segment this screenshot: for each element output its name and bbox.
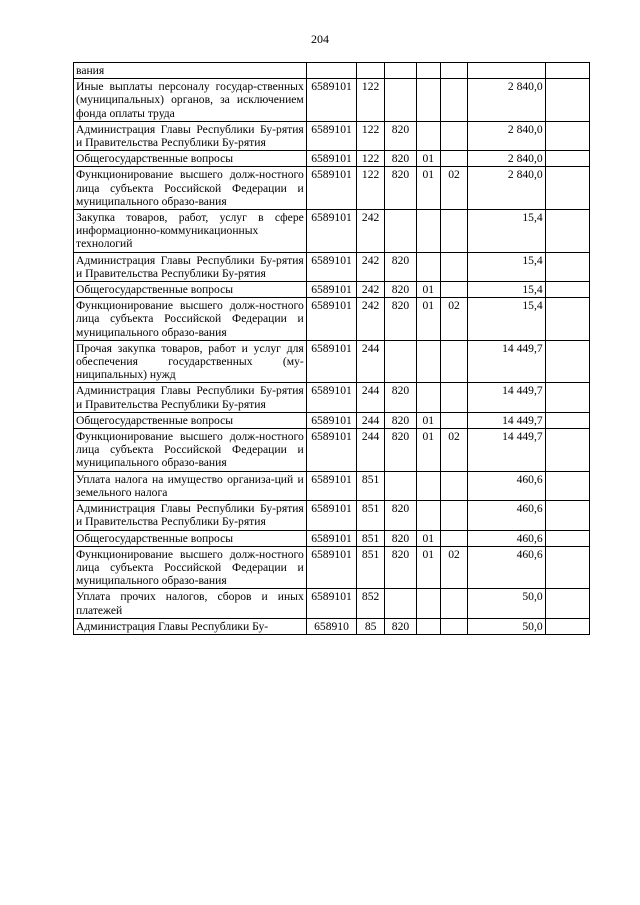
target-article-cell: 6589101	[306, 252, 356, 281]
subsection-code-cell	[440, 501, 468, 530]
row-name-cell: Функционирование высшего долж-ностного лица субъекта Российской Федерации и муниципального образо-вания	[74, 546, 307, 589]
row-name-cell: Уплата прочих налогов, сборов и иных платежей	[74, 589, 307, 618]
row-name-cell: Общегосударственные вопросы	[74, 151, 307, 167]
amount-cell: 50,0	[468, 618, 545, 634]
section-code-cell	[416, 340, 440, 383]
table-row	[74, 546, 590, 589]
expense-type-cell	[357, 63, 385, 79]
expense-type-cell: 242	[357, 282, 385, 298]
page-number: 204	[311, 32, 329, 46]
row-name-cell: Общегосударственные вопросы	[74, 412, 307, 428]
section-code-cell: 01	[416, 429, 440, 472]
subsection-code-cell: 02	[440, 546, 468, 589]
row-name-cell: Администрация Главы Республики Бу-рятия и Правительства Республики Бу-рятия	[74, 121, 307, 150]
expense-type-cell: 244	[357, 412, 385, 428]
target-article-cell: 6589101	[306, 471, 356, 500]
row-name-cell: Прочая закупка товаров, работ и услуг для обеспечения государственных (му-ниципальных) нужд	[74, 340, 307, 383]
empty-cell	[545, 589, 589, 618]
empty-cell	[545, 383, 589, 412]
department-code-cell: 820	[385, 121, 417, 150]
row-name-cell: Уплата налога на имущество организа-ций и земельного налога	[74, 471, 307, 500]
table-row	[74, 167, 590, 210]
subsection-code-cell	[440, 471, 468, 500]
expense-type-cell: 242	[357, 210, 385, 253]
target-article-cell: 6589101	[306, 167, 356, 210]
section-code-cell: 01	[416, 546, 440, 589]
empty-cell	[545, 79, 589, 122]
subsection-code-cell	[440, 63, 468, 79]
subsection-code-cell	[440, 121, 468, 150]
section-code-cell	[416, 63, 440, 79]
department-code-cell: 820	[385, 151, 417, 167]
section-code-cell: 01	[416, 412, 440, 428]
department-code-cell: 820	[385, 429, 417, 472]
target-article-cell: 6589101	[306, 121, 356, 150]
department-code-cell: 820	[385, 383, 417, 412]
amount-cell	[468, 63, 545, 79]
table-row	[74, 340, 590, 383]
table-row	[74, 501, 590, 530]
target-article-cell: 6589101	[306, 282, 356, 298]
empty-cell	[545, 121, 589, 150]
amount-cell: 50,0	[468, 589, 545, 618]
amount-cell: 14 449,7	[468, 383, 545, 412]
target-article-cell: 6589101	[306, 151, 356, 167]
expense-type-cell: 851	[357, 471, 385, 500]
amount-cell: 15,4	[468, 210, 545, 253]
row-name-cell: Администрация Главы Республики Бу-рятия и Правительства Республики Бу-рятия	[74, 383, 307, 412]
expense-type-cell: 242	[357, 298, 385, 341]
target-article-cell: 6589101	[306, 210, 356, 253]
amount-cell: 14 449,7	[468, 340, 545, 383]
row-name-cell: Администрация Главы Республики Бу-рятия и Правительства Республики Бу-рятия	[74, 501, 307, 530]
subsection-code-cell	[440, 252, 468, 281]
section-code-cell	[416, 471, 440, 500]
section-code-cell	[416, 210, 440, 253]
table-row	[74, 471, 590, 500]
department-code-cell: 820	[385, 252, 417, 281]
amount-cell: 460,6	[468, 546, 545, 589]
target-article-cell: 6589101	[306, 429, 356, 472]
amount-cell: 14 449,7	[468, 412, 545, 428]
expense-type-cell: 122	[357, 151, 385, 167]
empty-cell	[545, 501, 589, 530]
subsection-code-cell	[440, 210, 468, 253]
section-code-cell	[416, 501, 440, 530]
row-name-cell: Администрация Главы Республики Бу-	[74, 618, 307, 634]
section-code-cell: 01	[416, 298, 440, 341]
expense-type-cell: 85	[357, 618, 385, 634]
empty-cell	[545, 530, 589, 546]
expense-type-cell: 122	[357, 167, 385, 210]
target-article-cell: 658910	[306, 618, 356, 634]
expense-type-cell: 244	[357, 340, 385, 383]
amount-cell: 2 840,0	[468, 121, 545, 150]
table-row	[74, 412, 590, 428]
section-code-cell	[416, 79, 440, 122]
empty-cell	[545, 429, 589, 472]
expense-type-cell: 242	[357, 252, 385, 281]
budget-table-body	[74, 63, 590, 635]
target-article-cell: 6589101	[306, 298, 356, 341]
subsection-code-cell	[440, 589, 468, 618]
department-code-cell	[385, 210, 417, 253]
target-article-cell: 6589101	[306, 546, 356, 589]
amount-cell: 460,6	[468, 471, 545, 500]
subsection-code-cell	[440, 530, 468, 546]
department-code-cell: 820	[385, 546, 417, 589]
empty-cell	[545, 252, 589, 281]
department-code-cell: 820	[385, 282, 417, 298]
section-code-cell: 01	[416, 282, 440, 298]
section-code-cell	[416, 618, 440, 634]
department-code-cell	[385, 471, 417, 500]
table-row	[74, 121, 590, 150]
empty-cell	[545, 298, 589, 341]
row-name-cell: Закупка товаров, работ, услуг в сфере информационно-коммуникационных технологий	[74, 210, 307, 253]
expense-type-cell: 122	[357, 79, 385, 122]
expense-type-cell: 122	[357, 121, 385, 150]
row-name-cell: Иные выплаты персоналу государ-ственных (муниципальных) органов, за исключением фонда оплаты труда	[74, 79, 307, 122]
target-article-cell: 6589101	[306, 589, 356, 618]
target-article-cell: 6589101	[306, 530, 356, 546]
department-code-cell: 820	[385, 530, 417, 546]
section-code-cell	[416, 252, 440, 281]
department-code-cell	[385, 63, 417, 79]
expense-type-cell: 851	[357, 530, 385, 546]
table-row	[74, 618, 590, 634]
expense-type-cell: 851	[357, 501, 385, 530]
section-code-cell: 01	[416, 530, 440, 546]
subsection-code-cell	[440, 618, 468, 634]
expense-type-cell: 852	[357, 589, 385, 618]
section-code-cell	[416, 383, 440, 412]
department-code-cell: 820	[385, 298, 417, 341]
subsection-code-cell	[440, 340, 468, 383]
amount-cell: 460,6	[468, 501, 545, 530]
department-code-cell: 820	[385, 501, 417, 530]
empty-cell	[545, 151, 589, 167]
department-code-cell	[385, 340, 417, 383]
budget-table	[73, 62, 590, 635]
empty-cell	[545, 63, 589, 79]
empty-cell	[545, 167, 589, 210]
subsection-code-cell	[440, 79, 468, 122]
target-article-cell	[306, 63, 356, 79]
table-row	[74, 530, 590, 546]
subsection-code-cell	[440, 383, 468, 412]
table-row	[74, 383, 590, 412]
subsection-code-cell	[440, 151, 468, 167]
table-row	[74, 429, 590, 472]
amount-cell: 2 840,0	[468, 79, 545, 122]
section-code-cell	[416, 121, 440, 150]
table-row	[74, 298, 590, 341]
amount-cell: 15,4	[468, 298, 545, 341]
amount-cell: 460,6	[468, 530, 545, 546]
row-name-cell: Функционирование высшего долж-ностного лица субъекта Российской Федерации и муниципального образо-вания	[74, 298, 307, 341]
empty-cell	[545, 340, 589, 383]
subsection-code-cell	[440, 412, 468, 428]
target-article-cell: 6589101	[306, 383, 356, 412]
expense-type-cell: 244	[357, 429, 385, 472]
department-code-cell	[385, 589, 417, 618]
amount-cell: 2 840,0	[468, 151, 545, 167]
empty-cell	[545, 210, 589, 253]
department-code-cell: 820	[385, 412, 417, 428]
target-article-cell: 6589101	[306, 501, 356, 530]
target-article-cell: 6589101	[306, 79, 356, 122]
amount-cell: 2 840,0	[468, 167, 545, 210]
table-row	[74, 589, 590, 618]
section-code-cell: 01	[416, 151, 440, 167]
table-row	[74, 63, 590, 79]
empty-cell	[545, 618, 589, 634]
empty-cell	[545, 412, 589, 428]
table-row	[74, 210, 590, 253]
section-code-cell	[416, 589, 440, 618]
subsection-code-cell: 02	[440, 298, 468, 341]
empty-cell	[545, 282, 589, 298]
empty-cell	[545, 546, 589, 589]
subsection-code-cell: 02	[440, 429, 468, 472]
expense-type-cell: 244	[357, 383, 385, 412]
table-row	[74, 151, 590, 167]
table-row	[74, 282, 590, 298]
department-code-cell	[385, 79, 417, 122]
subsection-code-cell	[440, 282, 468, 298]
row-name-cell: Общегосударственные вопросы	[74, 282, 307, 298]
department-code-cell: 820	[385, 618, 417, 634]
target-article-cell: 6589101	[306, 412, 356, 428]
expense-type-cell: 851	[357, 546, 385, 589]
row-name-cell: Общегосударственные вопросы	[74, 530, 307, 546]
amount-cell: 15,4	[468, 252, 545, 281]
row-name-cell: Функционирование высшего долж-ностного лица субъекта Российской Федерации и муниципального образо-вания	[74, 167, 307, 210]
subsection-code-cell: 02	[440, 167, 468, 210]
department-code-cell: 820	[385, 167, 417, 210]
row-name-cell: Функционирование высшего долж-ностного лица субъекта Российской Федерации и муниципального образо-вания	[74, 429, 307, 472]
empty-cell	[545, 471, 589, 500]
amount-cell: 15,4	[468, 282, 545, 298]
section-code-cell: 01	[416, 167, 440, 210]
table-row	[74, 252, 590, 281]
target-article-cell: 6589101	[306, 340, 356, 383]
row-name-cell: Администрация Главы Республики Бу-рятия и Правительства Республики Бу-рятия	[74, 252, 307, 281]
amount-cell: 14 449,7	[468, 429, 545, 472]
row-name-cell: вания	[74, 63, 307, 79]
table-row	[74, 79, 590, 122]
